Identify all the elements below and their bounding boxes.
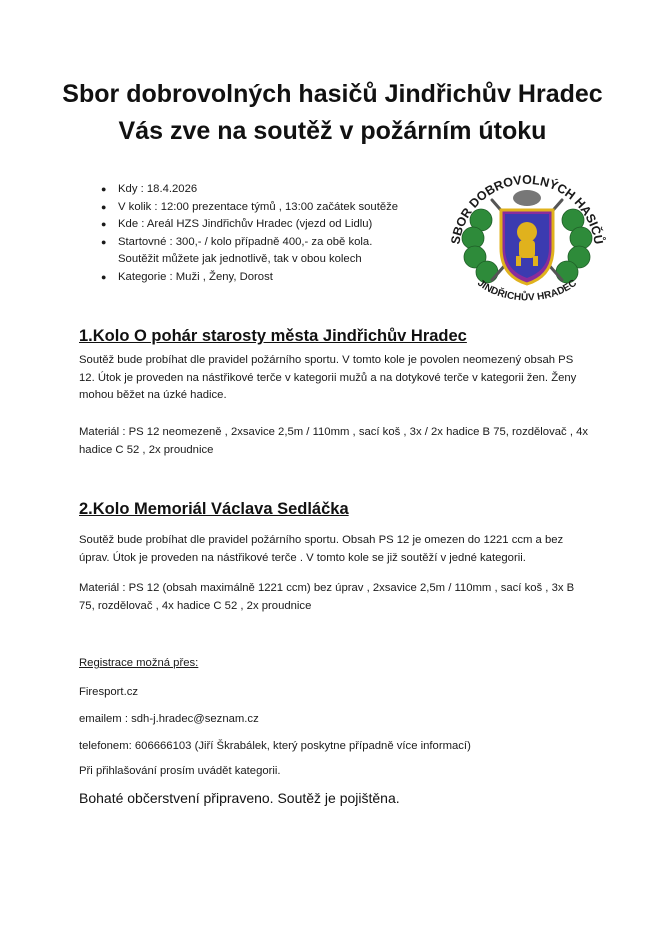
- bullet-icon: ●: [101, 271, 107, 282]
- round2-material: Materiál : PS 12 (obsah maximálně 1221 ccm) bez úprav , 2xsavice 2,5m / 110mm , sací koš , 3x B 75, rozdělovač , 4x hadice C 52 , 2x proudnice: [79, 582, 575, 612]
- helmet-icon: [513, 190, 541, 206]
- info-time-text: V kolik : 12:00 prezentace týmů , 13:00 začátek soutěže: [118, 200, 399, 213]
- closing-note: Bohaté občerstvení připraveno. Soutěž je pojištěna.: [79, 790, 400, 806]
- info-item-when: [101, 181, 431, 199]
- bullet-icon: ●: [101, 184, 107, 194]
- event-info-list: [101, 181, 431, 286]
- info-categories-text: Kategorie : Muži , Ženy, Dorost: [118, 270, 273, 283]
- bullet-icon: ●: [101, 236, 107, 247]
- info-fee-note: Soutěžit můžete jak jednotlivě, tak v obou kolech: [118, 253, 362, 265]
- registration-phone: telefonem: 606666103 (Jiří Škrabálek, který poskytne případně více informací): [79, 740, 471, 752]
- info-where-text: Kde : Areál HZS Jindřichův Hradec (vjezd od Lidlu): [118, 218, 373, 230]
- round1-material: Materiál : PS 12 neomezeně , 2xsavice 2,5m / 110mm , sací koš , 3x / 2x hadice B 75, rozdělovač , 4x hadice C 52 , 2x proudnice: [79, 426, 589, 456]
- info-item-time: [101, 199, 431, 217]
- bullet-icon: ●: [101, 201, 107, 212]
- info-when-text: Kdy : 18.4.2026: [118, 183, 198, 195]
- bullet-icon: ●: [101, 219, 107, 229]
- info-item-categories: [101, 269, 431, 287]
- page-subtitle: Vás zve na soutěž v požárním útoku: [118, 117, 547, 145]
- round1-heading: 1.Kolo O pohár starosty města Jindřichův Hradec: [79, 327, 467, 345]
- registration-note: Při přihlašování prosím uvádět kategorii.: [79, 765, 281, 777]
- page-title: Sbor dobrovolných hasičů Jindřichův Hradec: [62, 80, 603, 108]
- round2-description: Soutěž bude probíhat dle pravidel požárního sportu. Obsah PS 12 je omezen do 1221 ccm a bez úprav. Útok je proveden na nástřikové terče . V tomto kole se již soutěží v jedné kategorii.: [79, 534, 564, 564]
- round2-heading: 2.Kolo Memoriál Václava Sedláčka: [79, 500, 349, 518]
- info-item-fee: [101, 234, 431, 269]
- registration-email: emailem : sdh-j.hradec@seznam.cz: [79, 713, 259, 725]
- round1-description: Soutěž bude probíhat dle pravidel požárního sportu. V tomto kole je povolen neomezený obsah PS 12. Útok je proveden na nástřikové terče v kategorii mužů a na dotykové terče v kategorii žen. Ženy mohou běžet na úzké hadice.: [79, 354, 577, 401]
- info-item-where: [101, 216, 431, 234]
- registration-website: Firesport.cz: [79, 686, 139, 698]
- info-fee-text: Startovné : 300,- / kolo případně 400,- za obě kola.: [118, 235, 373, 248]
- logo-text-top: SBOR DOBROVOLNÝCH HASIČŮ: [448, 172, 606, 246]
- fire-brigade-logo: [437, 160, 617, 310]
- logo-text-bottom: JINDŘICHŮV HRADEC: [475, 277, 579, 304]
- registration-title: Registrace možná přes:: [79, 657, 199, 669]
